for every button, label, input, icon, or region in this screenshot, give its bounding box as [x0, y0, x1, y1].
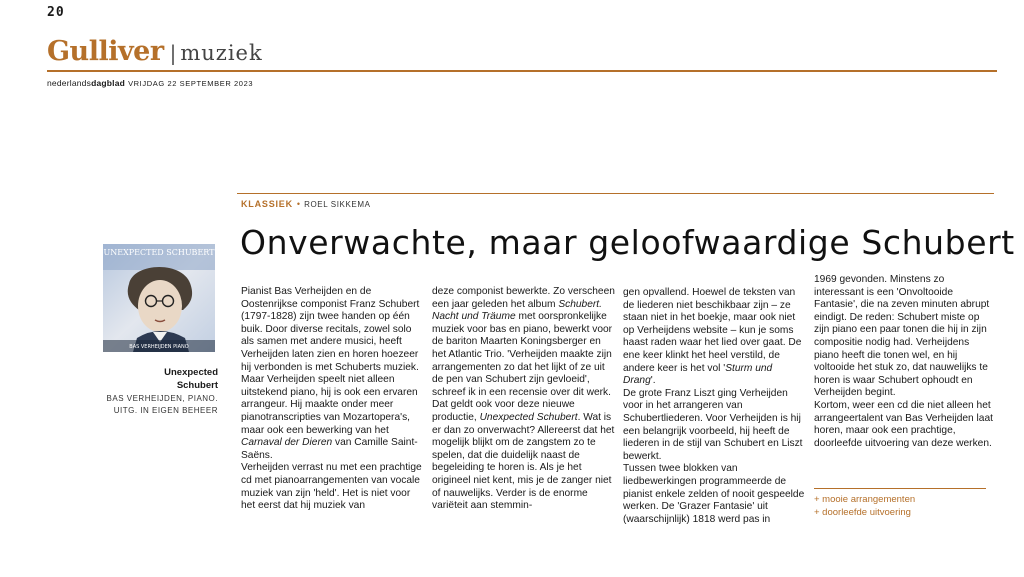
- cd-label: UITG. IN EIGEN BEHEER: [113, 405, 218, 415]
- masthead-name-light: nederlands: [47, 78, 92, 88]
- paragraph: gen opvallend. Hoewel de teksten van de liederen niet beschikbaar zijn – ze staan niet in het boekje, maar ook niet op Verheijdens website – kun je soms haast raden waar het lied over gaat. De ene keer klinkt het heel verstild, de andere keer is het vol 'Sturm und Drang'.: [623, 287, 802, 387]
- verdict-rule: [814, 488, 986, 489]
- cd-cover-image: [103, 244, 215, 352]
- section-brand: Gulliver: [47, 36, 164, 67]
- paragraph: Kortom, weer een cd die niet alleen het arrangeertalent van Bas Verheijden laat horen, maar ook een prachtige, doorleefde uitvoering van deze werken.: [814, 399, 993, 449]
- kicker-separator: •: [296, 199, 301, 209]
- section-subsection: muziek: [180, 41, 263, 65]
- cd-meta: [90, 393, 218, 416]
- article-column-2: [432, 286, 615, 513]
- masthead-name-bold: dagblad: [91, 78, 126, 88]
- page-number: 20: [47, 5, 65, 20]
- paragraph: Pianist Bas Verheijden en de Oostenrijkse componist Franz Schubert (1797-1828) zijn twee handen op één buik. Door diverse recitals, zowel solo als samen met andere musici, heeft Verheijden laten zien en horen hoezeer hij verbonden is met Schuberts muziek.: [241, 286, 420, 373]
- masthead-date: VRIJDAG 22 SEPTEMBER 2023: [128, 79, 254, 88]
- cover-subtitle: BAS VERHEIJDEN PIANO: [129, 344, 189, 350]
- paragraph: Maar Verheijden speelt niet alleen uitstekend piano, hij is ook een ervaren arrangeur. Hij maakte onder meer pianotranscripties van Mozartopera's, maar ook een bewerking van het Carnaval der Dieren van Camille Saint-Saëns.: [241, 374, 418, 461]
- article-headline: Onverwachte, maar geloofwaardige Schubert: [240, 223, 1015, 262]
- masthead: [47, 78, 253, 88]
- cover-title: UNEXPECTED SCHUBERT: [103, 248, 215, 257]
- work-title: Carnaval der Dieren: [241, 437, 333, 449]
- plus-point: + doorleefde uitvoering: [814, 506, 911, 518]
- cd-title-line1: Unexpected: [164, 367, 218, 378]
- paragraph: Tussen twee blokken van liedbewerkingen programmeerde de pianist enkele zelden of nooit gespeelde werken. De 'Grazer Fantasie' uit (waarschijnlijk) 1818 werd pas in: [623, 463, 805, 525]
- cd-title-line2: Schubert: [176, 380, 218, 391]
- album-title: Schubert. Nacht und Träume: [432, 298, 602, 323]
- article-kicker: [241, 199, 371, 209]
- article-column-1: [241, 286, 423, 513]
- cd-title: [90, 366, 218, 392]
- article-top-rule: [237, 193, 994, 194]
- paragraph: deze componist bewerkte. Zo verscheen een jaar geleden het album Schubert. Nacht und Träume met oorspronkelijke muziek voor bas en piano, bewerkt voor de bariton Maarten Koningsberger en het Atlantic Trio. 'Verheijden maakte zijn arrangementen zo dat het lijkt of ze uit de pen van Schubert zijn gevloeid', schreef ik in een recensie over dit werk. Dat geldt ook voor deze nieuwe productie, Unexpected Schubert. Wat is er dan zo onverwacht? Allereerst dat het mogelijk blijkt om de zangstem zo te spelen, dat die duidelijk naast de begeleiding te horen is. Als je het origineel niet kent, mis je de zanger niet of nauwelijks. Verder is de enorme variëteit aan stemmin-: [432, 286, 615, 512]
- verdict-pluses: [814, 494, 915, 519]
- article-author: ROEL SIKKEMA: [304, 200, 371, 209]
- paragraph: 1969 gevonden. Minstens zo interessant is een 'Onvoltooide Fantasie', die na zeven minuten abrupt eindigt. De reden: Schubert miste op zijn piano een paar tonen die hij in zijn compositie nodig had. Verheijdens piano heeft die tonen wel, en hij voltooide het stuk zo, dat nauwelijks te horen is waar Schubert ophoudt en Verheijden begint.: [814, 274, 990, 399]
- article-column-3: [623, 287, 805, 526]
- section-separator: |: [169, 41, 177, 65]
- cd-performer: BAS VERHEIJDEN, PIANO.: [106, 394, 218, 403]
- article-column-4: [814, 274, 994, 450]
- style-term: Sturm und Drang: [623, 362, 773, 387]
- album-title: Unexpected Schubert: [479, 411, 578, 423]
- paragraph: De grote Franz Liszt ging Verheijden voor in het arrangeren van Schubertliederen. Voor Verheijden is hij een belangrijk voorbeeld, hij heeft de liederen in de stijl van Schubert en Liszt bewerkt.: [623, 387, 803, 462]
- header-rule: [47, 70, 997, 72]
- section-header: [47, 36, 263, 67]
- plus-point: + mooie arrangementen: [814, 494, 916, 505]
- paragraph: Verheijden verrast nu met een prachtige cd met pianoarrangementen van vocale muziek van zijn 'held'. Het is niet voor het eerst dat hij muziek van: [241, 462, 422, 512]
- kicker-label: KLASSIEK: [241, 199, 293, 209]
